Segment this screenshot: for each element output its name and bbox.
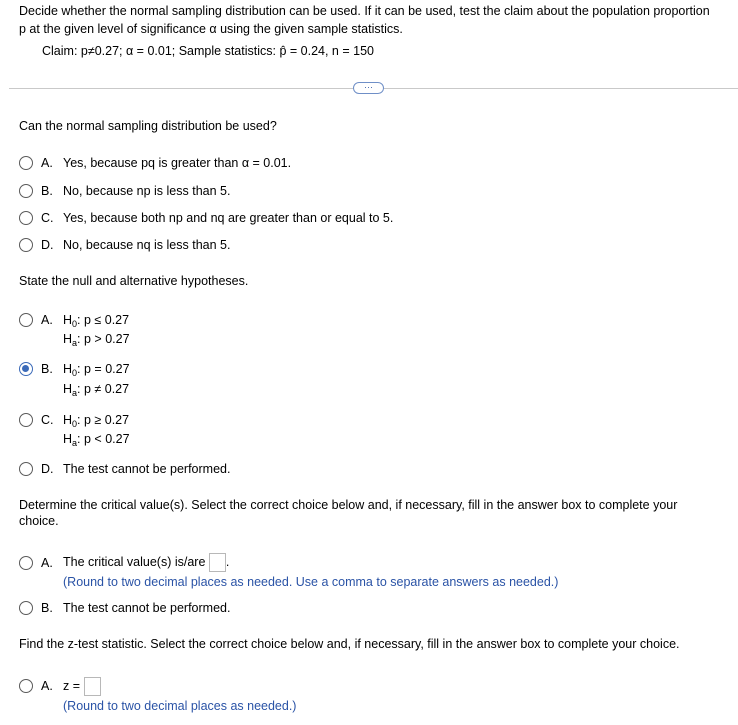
option-letter: C. <box>41 413 54 427</box>
radio-button[interactable] <box>19 211 33 225</box>
option-letter: D. <box>41 238 54 252</box>
radio-button[interactable] <box>19 413 33 427</box>
option-text: Yes, because pq is greater than α = 0.01. <box>63 156 292 170</box>
alternative-hypothesis: $H_a$: p < 0.27 <box>63 432 130 448</box>
option-text: The test cannot be performed. <box>63 462 231 476</box>
radio-button[interactable] <box>19 184 33 198</box>
z-statistic-input[interactable] <box>84 677 101 696</box>
option-letter: B. <box>41 362 53 376</box>
option-text: No, because nq is less than 5. <box>63 238 231 252</box>
prompt-line-1: Decide whether the normal sampling distribution can be used. If it can be used, test the claim about the population proportion <box>19 4 710 18</box>
option-letter: A. <box>41 556 53 570</box>
option-letter: B. <box>41 601 53 615</box>
radio-button[interactable] <box>19 601 33 615</box>
radio-button[interactable] <box>19 313 33 327</box>
radio-button[interactable] <box>19 238 33 252</box>
question-critical-values-line-1: Determine the critical value(s). Select the correct choice below and, if necessary, fill in the answer box to complete your <box>19 498 678 512</box>
option-letter: A. <box>41 313 53 327</box>
null-hypothesis: $H_0$: p = 0.27 <box>63 362 130 378</box>
radio-button[interactable] <box>19 679 33 693</box>
radio-button[interactable] <box>19 156 33 170</box>
critical-value-input[interactable] <box>209 553 226 572</box>
claim-line: Claim: p≠0.27; α = 0.01; Sample statistics: p̂ = 0.24, n = 150 <box>42 44 374 58</box>
null-hypothesis: $H_0$: p ≥ 0.27 <box>63 413 130 429</box>
radio-button[interactable] <box>19 462 33 476</box>
option-text: Yes, because both np and nq are greater than or equal to 5. <box>63 211 394 225</box>
prompt-line-2: p at the given level of significance α using the given sample statistics. <box>19 22 403 36</box>
rounding-hint: (Round to two decimal places as needed. Use a comma to separate answers as needed.) <box>63 575 559 589</box>
option-letter: A. <box>41 679 53 693</box>
radio-button-selected[interactable] <box>19 362 33 376</box>
alternative-hypothesis: $H_a$: p > 0.27 <box>63 332 130 348</box>
option-text: z = <box>63 677 101 696</box>
option-letter: C. <box>41 211 54 225</box>
question-hypotheses: State the null and alternative hypotheses. <box>19 274 249 288</box>
option-letter: A. <box>41 156 53 170</box>
radio-button[interactable] <box>19 556 33 570</box>
rounding-hint: (Round to two decimal places as needed.) <box>63 699 297 713</box>
alternative-hypothesis: $H_a$: p ≠ 0.27 <box>63 382 130 398</box>
question-critical-values-line-2: choice. <box>19 514 59 528</box>
option-text: The critical value(s) is/are . <box>63 553 229 572</box>
null-hypothesis: $H_0$: p ≤ 0.27 <box>63 313 130 329</box>
question-normal-distribution: Can the normal sampling distribution be used? <box>19 119 277 133</box>
option-letter: B. <box>41 184 53 198</box>
question-z-statistic: Find the z-test statistic. Select the correct choice below and, if necessary, fill in the answer box to complete your choice. <box>19 637 680 651</box>
option-text: No, because np is less than 5. <box>63 184 231 198</box>
more-button[interactable]: ··· <box>353 82 384 94</box>
option-letter: D. <box>41 462 54 476</box>
option-text: The test cannot be performed. <box>63 601 231 615</box>
